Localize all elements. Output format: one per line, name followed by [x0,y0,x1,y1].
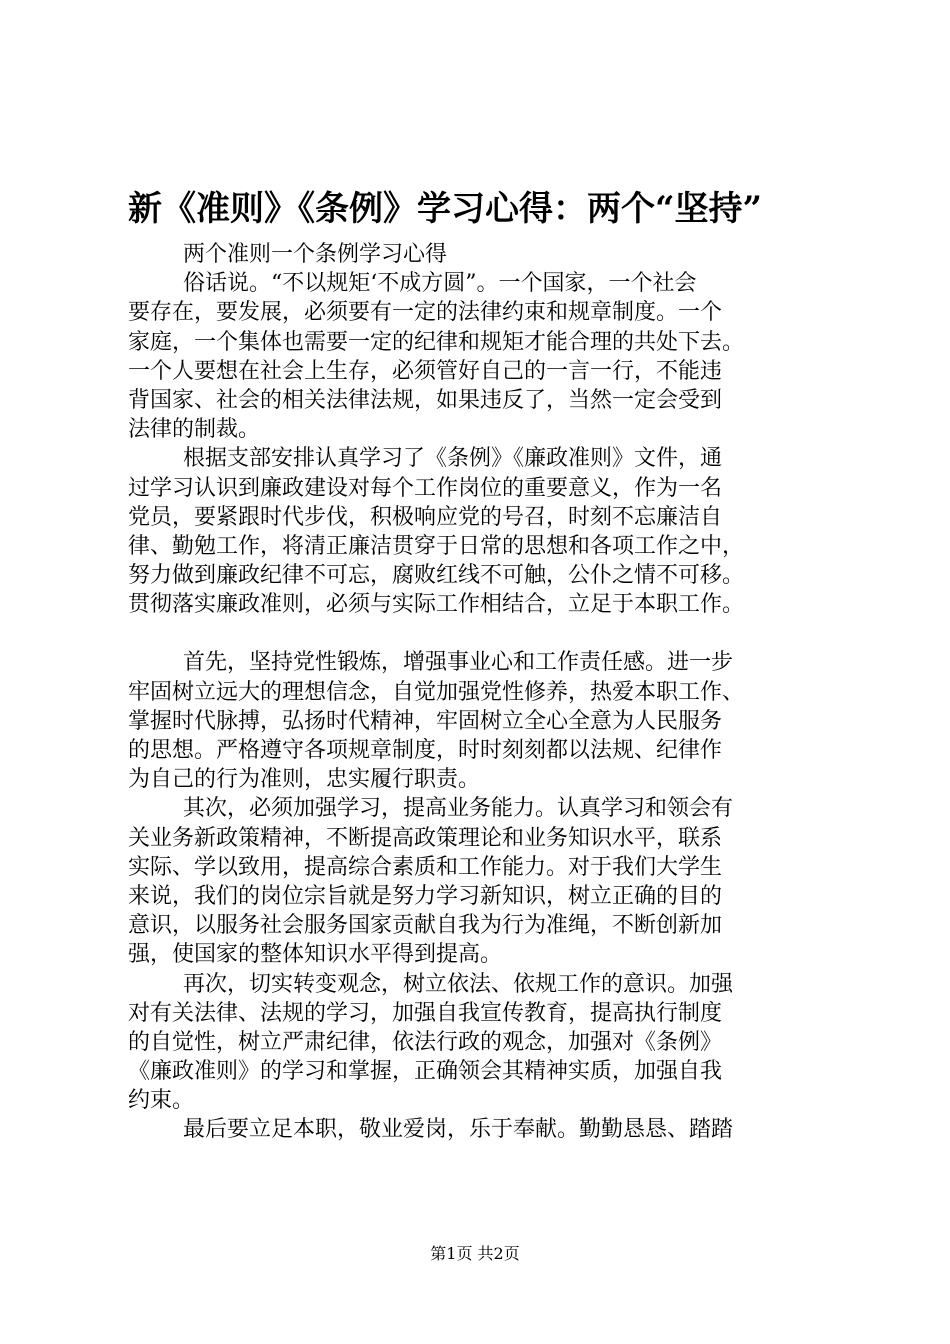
document-title: 新《准则》《条例》学习心得：两个“坚持” [128,189,763,229]
text-line: 再次，切实转变观念，树立依法、依规工作的意识。加强 [183,971,734,997]
text-line: 党员，要紧跟时代步伐，积极响应党的号召，时刻不忘廉洁自 [128,504,723,530]
text-line: 一个人要想在社会上生存，必须管好自己的一言一行，不能违 [128,358,723,384]
text-line: 的思想。严格遵守各项规章制度，时时刻刻都以法规、纪律作 [128,738,723,763]
text-line: 实际、学以致用，提高综合素质和工作能力。对于我们大学生 [128,854,723,880]
text-line: 关业务新政策精神，不断提高政策理论和业务知识水平，联系 [128,825,723,851]
text-line: 掌握时代脉搏，弘扬时代精神，牢固树立全心全意为人民服务 [128,708,723,734]
text-line: 最后要立足本职，敬业爱岗，乐于奉献。勤勤恳恳、踏踏 [183,1117,734,1143]
text-line: 努力做到廉政纪律不可忘，腐败红线不可触，公仆之情不可移。 [128,563,745,589]
text-line: 《廉政准则》的学习和掌握，正确领会其精神实质，加强自我 [128,1059,723,1085]
text-line: 过学习认识到廉政建设对每个工作岗位的重要意义，作为一名 [128,475,723,501]
blank-line [128,619,850,648]
text-line: 两个准则一个条例学习心得 [183,242,448,267]
text-line: 的自觉性，树立严肃纪律，依法行政的观念，加强对《条例》 [128,1029,723,1055]
text-line: 要存在，要发展，必须要有一定的法律约束和规章制度。一个 [128,300,723,326]
text-line: 法律的制裁。 [128,417,261,443]
document-body [128,240,850,1145]
text-line: 牢固树立远大的理想信念，自觉加强党性修养，热爱本职工作、 [128,679,745,705]
text-line: 强，使国家的整体知识水平得到提高。 [128,942,503,968]
text-line: 贯彻落实廉政准则，必须与实际工作相结合，立足于本职工作。 [128,592,745,618]
text-line: 约束。 [128,1088,195,1114]
text-line: 对有关法律、法规的学习，加强自我宣传教育，提高执行制度 [128,1000,723,1026]
text-line: 首先，坚持党性锻炼，增强事业心和工作责任感。进一步 [183,650,734,676]
text-line: 背国家、社会的相关法律法规，如果违反了，当然一定会受到 [128,387,723,413]
text-line: 俗话说。“不以规矩‘不成方圆”。一个国家，一个社会 [183,271,697,297]
text-line: 律、勤勉工作，将清正廉洁贯穿于日常的思想和各项工作之中， [128,533,745,559]
text-line: 为自己的行为准则，忠实履行职责。 [128,767,481,793]
text-line: 根据支部安排认真学习了《条例》《廉政准则》文件，通 [183,446,723,472]
text-line: 意识，以服务社会服务国家贡献自我为行为准绳，不断创新加 [128,913,723,939]
text-line: 来说，我们的岗位宗旨就是努力学习新知识，树立正确的目的 [128,883,723,909]
text-line: 其次，必须加强学习，提高业务能力。认真学习和领会有 [183,796,734,822]
page-footer: 第1页 共2页 [430,1244,520,1263]
text-line: 家庭，一个集体也需要一定的纪律和规矩才能合理的共处下去。 [128,329,745,355]
